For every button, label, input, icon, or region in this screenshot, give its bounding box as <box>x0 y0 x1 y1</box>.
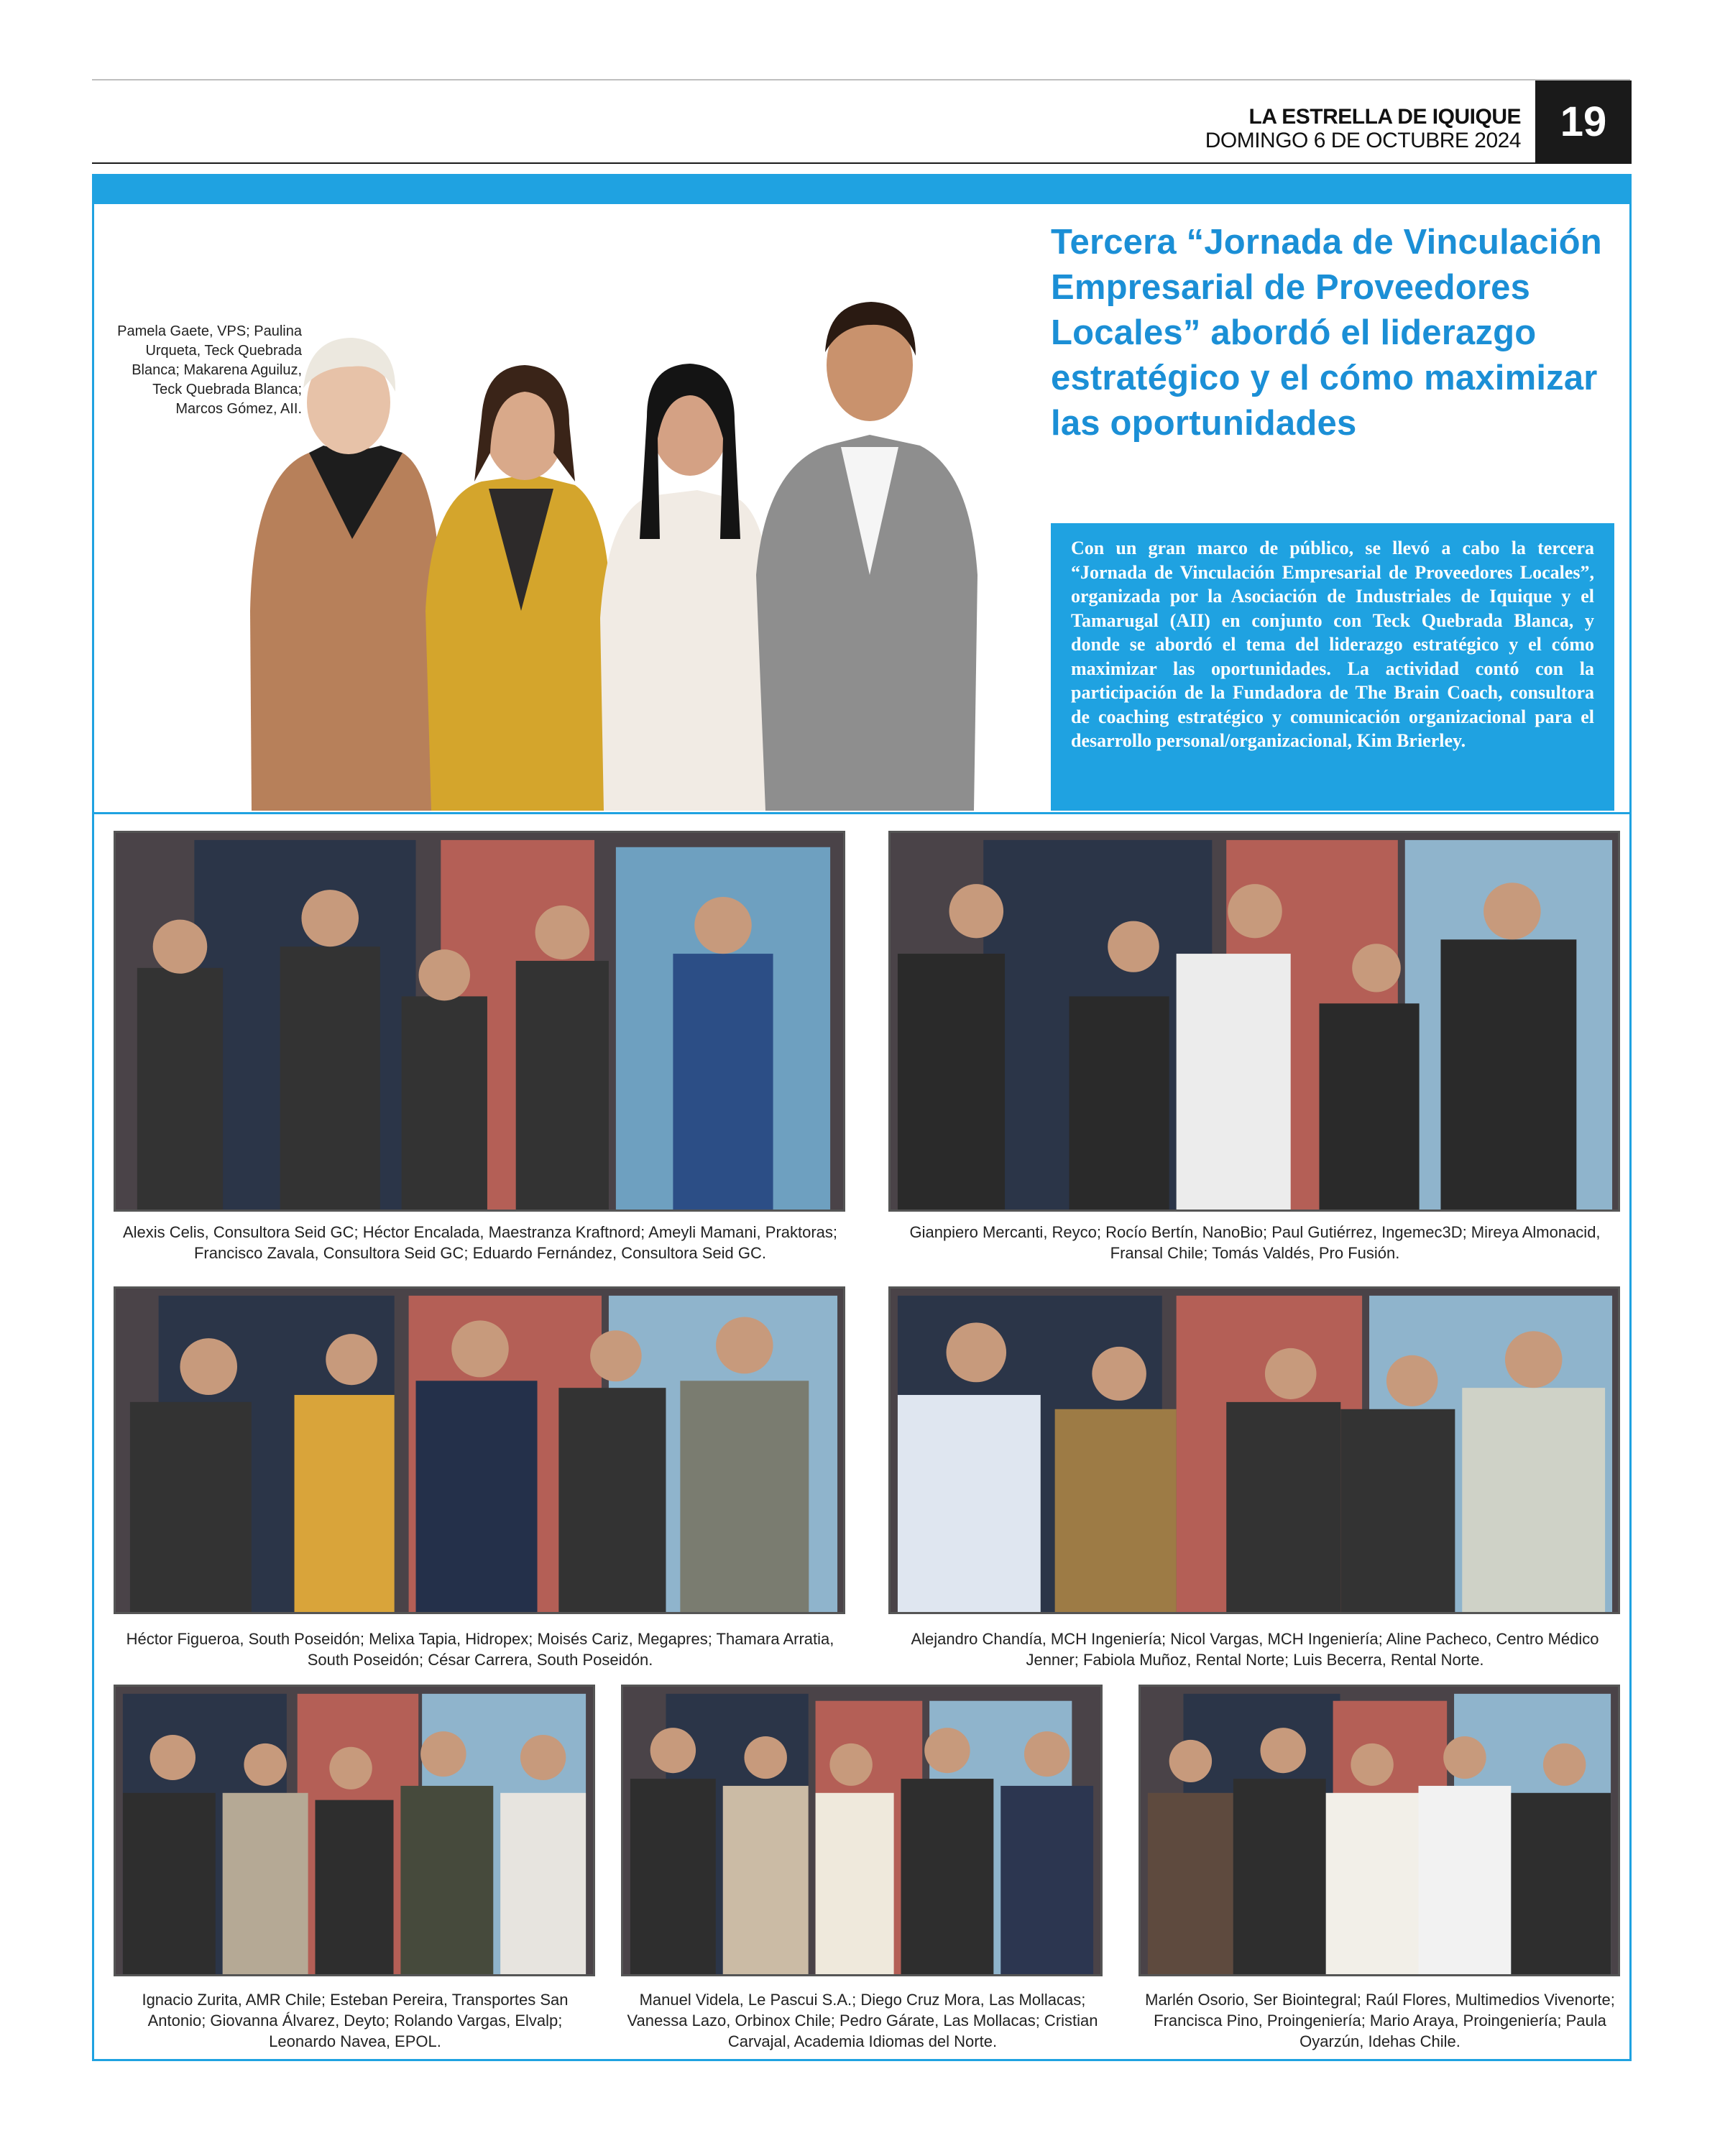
photo-caption-2: Gianpiero Mercanti, Reyco; Rocío Bertín, NanoBio; Paul Gutiérrez, Ingemec3D; Mireya Almonacid, Fransal Chile; Tomás Valdés, Pro Fusión. <box>909 1223 1601 1262</box>
photo-caption-7: Marlén Osorio, Ser Biointegral; Raúl Flores, Multimedios Vivenorte; Francisca Pino, Proingeniería; Mario Araya, Proingeniería; Paula Oyarzún, Idehas Chile. <box>1145 1991 1615 2050</box>
top-rule <box>92 79 1630 80</box>
article-frame-right <box>1629 174 1632 2061</box>
page-number: 19 <box>1535 80 1632 162</box>
photo-caption-6: Manuel Videla, Le Pascui S.A.; Diego Cruz Mora, Las Mollacas; Vanessa Lazo, Orbinox Chile; Pedro Gárate, Las Mollacas; Cristian Carvajal, Academia Idiomas del Norte. <box>627 1991 1098 2050</box>
group-photo-7 <box>1138 1685 1620 1976</box>
lead-box <box>1051 523 1614 811</box>
lead-photo <box>237 237 1057 811</box>
group-photo-5 <box>114 1685 595 1976</box>
article-frame-bottom <box>92 2059 1632 2061</box>
group-photo-6 <box>621 1685 1103 1976</box>
photo-caption-3: Héctor Figueroa, South Poseidón; Melixa Tapia, Hidropex; Moisés Cariz, Megapres; Thamara Arratia, South Poseidón; César Carrera, South Poseidón. <box>126 1630 834 1669</box>
photo-caption-4: Alejandro Chandía, MCH Ingeniería; Nicol Vargas, MCH Ingeniería; Aline Pacheco, Centro Médico Jenner; Fabiola Muñoz, Rental Norte; Luis Becerra, Rental Norte. <box>911 1630 1599 1669</box>
article-frame-left <box>92 174 94 2061</box>
lead-photo-caption: Pamela Gaete, VPS; Paulina Urqueta, Teck Quebrada Blanca; Makarena Aguiluz, Teck Quebrada Blanca; Marcos Gómez, AII. <box>117 323 302 417</box>
page-header <box>1205 105 1521 152</box>
photo-caption-5: Ignacio Zurita, AMR Chile; Esteban Pereira, Transportes San Antonio; Giovanna Álvarez, Deyto; Rolando Vargas, Elvalp; Leonardo Navea, EPOL. <box>142 1991 569 2050</box>
lead-paragraph: Con un gran marco de público, se llevó a cabo la tercera “Jornada de Vinculación Empresarial de Proveedores Locales”, organizada por la Asociación de Industriales de Iquique y el Tamarugal (AII) en conjunto con Teck Quebrada Blanca, y donde se abordó el tema del liderazgo estratégico y el cómo maximizar las oportunidades. La actividad contó con la participación de la Fundadora de The Brain Coach, consultora de coaching estratégico y comunicación organizacional para el desarrollo personal/organizacional, Kim Brierley. <box>1071 538 1594 751</box>
article-top-bar <box>92 174 1632 204</box>
lead-photo-figures <box>237 237 1057 811</box>
group-photo-1 <box>114 831 845 1212</box>
group-photo-4 <box>888 1286 1620 1614</box>
group-photo-2 <box>888 831 1620 1212</box>
article-divider <box>92 812 1632 814</box>
article-headline: Tercera “Jornada de Vinculación Empresarial de Proveedores Locales” abordó el liderazgo estratégico y el cómo maximizar las oportunidades <box>1051 223 1602 443</box>
group-photo-3 <box>114 1286 845 1614</box>
photo-caption-1: Alexis Celis, Consultora Seid GC; Héctor Encalada, Maestranza Kraftnord; Ameyli Mamani, Praktoras; Francisco Zavala, Consultora Seid GC; Eduardo Fernández, Consultora Seid GC. <box>122 1223 838 1262</box>
newspaper-name: LA ESTRELLA DE IQUIQUE <box>1248 105 1521 129</box>
header-rule <box>92 162 1632 164</box>
issue-date: DOMINGO 6 DE OCTUBRE 2024 <box>1205 129 1521 152</box>
